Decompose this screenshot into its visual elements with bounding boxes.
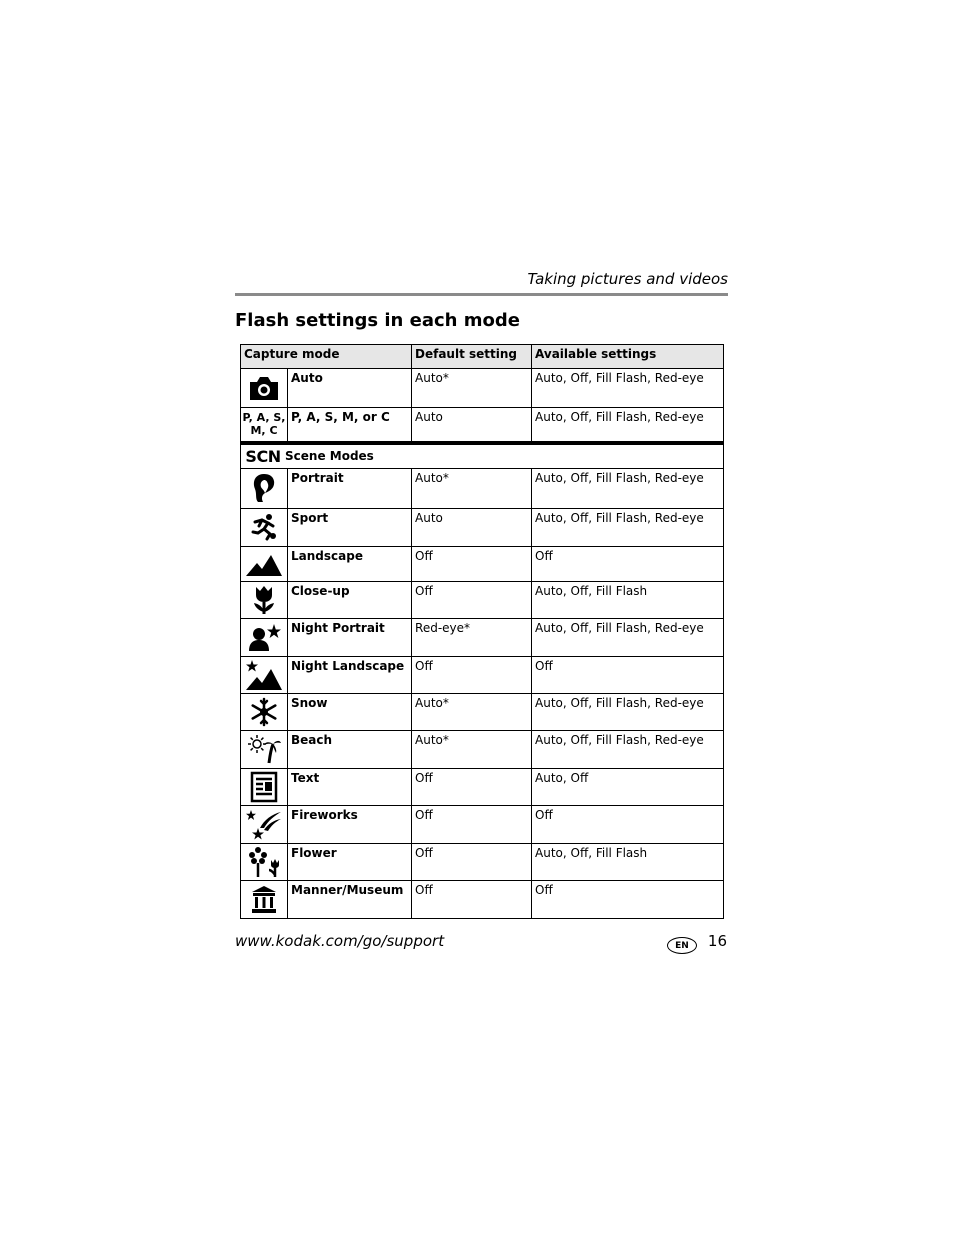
text-icon xyxy=(241,768,288,805)
table-row xyxy=(241,730,724,768)
default-setting: Off xyxy=(412,805,532,843)
table-row xyxy=(241,618,724,656)
scene-modes-label: Scene Modes xyxy=(285,449,374,463)
table-row xyxy=(241,468,724,508)
default-setting: Auto xyxy=(412,508,532,546)
snow-icon xyxy=(241,693,288,730)
default-setting: Auto xyxy=(412,408,532,443)
mode-name: Night Portrait xyxy=(288,618,412,656)
mode-name: Sport xyxy=(288,508,412,546)
default-setting: Auto* xyxy=(412,369,532,408)
default-setting: Auto* xyxy=(412,730,532,768)
scene-modes-header-row xyxy=(241,443,724,469)
page-title: Flash settings in each mode xyxy=(235,310,520,331)
default-setting: Off xyxy=(412,768,532,805)
flower-icon xyxy=(241,843,288,880)
available-settings: Auto, Off, Fill Flash, Red-eye xyxy=(532,408,724,443)
available-settings: Auto, Off, Fill Flash, Red-eye xyxy=(532,369,724,408)
section-header: Taking pictures and videos xyxy=(527,270,728,288)
available-settings: Auto, Off, Fill Flash, Red-eye xyxy=(532,693,724,730)
mode-name: Manner/Museum xyxy=(288,880,412,918)
default-setting: Auto* xyxy=(412,693,532,730)
mode-name: Text xyxy=(288,768,412,805)
available-settings: Off xyxy=(532,880,724,918)
pasm-label: P, A, S, M, C xyxy=(241,408,288,443)
header-rule xyxy=(235,293,728,296)
available-settings: Auto, Off, Fill Flash, Red-eye xyxy=(532,618,724,656)
default-setting: Red-eye* xyxy=(412,618,532,656)
portrait-icon xyxy=(241,468,288,508)
available-settings: Off xyxy=(532,805,724,843)
available-settings: Off xyxy=(532,546,724,581)
available-settings: Auto, Off, Fill Flash, Red-eye xyxy=(532,508,724,546)
column-header-default-setting: Default setting xyxy=(412,345,532,369)
available-settings: Auto, Off, Fill Flash xyxy=(532,843,724,880)
mode-name: Night Landscape xyxy=(288,656,412,693)
mode-name: Fireworks xyxy=(288,805,412,843)
table-header-row xyxy=(241,345,724,369)
mode-name: P, A, S, M, or C xyxy=(288,408,412,443)
available-settings: Auto, Off, Fill Flash, Red-eye xyxy=(532,468,724,508)
mode-name: Close-up xyxy=(288,581,412,618)
language-badge: EN xyxy=(667,937,697,954)
default-setting: Off xyxy=(412,656,532,693)
table-row xyxy=(241,843,724,880)
table-row xyxy=(241,508,724,546)
scn-icon: SCN xyxy=(245,446,281,466)
table-row xyxy=(241,768,724,805)
table-row xyxy=(241,369,724,408)
night-portrait-icon xyxy=(241,618,288,656)
table-row xyxy=(241,581,724,618)
default-setting: Off xyxy=(412,546,532,581)
museum-icon xyxy=(241,880,288,918)
available-settings: Auto, Off, Fill Flash xyxy=(532,581,724,618)
mode-name: Auto xyxy=(288,369,412,408)
sport-icon xyxy=(241,508,288,546)
flash-settings-table xyxy=(240,344,724,919)
available-settings: Off xyxy=(532,656,724,693)
close-up-icon xyxy=(241,581,288,618)
table-row xyxy=(241,805,724,843)
column-header-available-settings: Available settings xyxy=(532,345,724,369)
default-setting: Auto* xyxy=(412,468,532,508)
mode-name: Beach xyxy=(288,730,412,768)
table-row xyxy=(241,408,724,443)
mode-name: Portrait xyxy=(288,468,412,508)
page-number: 16 xyxy=(707,932,727,950)
beach-icon xyxy=(241,730,288,768)
fireworks-icon xyxy=(241,805,288,843)
default-setting: Off xyxy=(412,843,532,880)
support-url: www.kodak.com/go/support xyxy=(235,932,445,950)
table-row xyxy=(241,880,724,918)
night-landscape-icon xyxy=(241,656,288,693)
camera-icon xyxy=(241,369,288,408)
mode-name: Snow xyxy=(288,693,412,730)
available-settings: Auto, Off, Fill Flash, Red-eye xyxy=(532,730,724,768)
table-row xyxy=(241,656,724,693)
default-setting: Off xyxy=(412,880,532,918)
default-setting: Off xyxy=(412,581,532,618)
landscape-icon xyxy=(241,546,288,581)
column-header-capture-mode: Capture mode xyxy=(241,345,412,369)
mode-name: Landscape xyxy=(288,546,412,581)
available-settings: Auto, Off xyxy=(532,768,724,805)
table-row xyxy=(241,693,724,730)
mode-name: Flower xyxy=(288,843,412,880)
scene-modes-header xyxy=(241,443,724,469)
table-row xyxy=(241,546,724,581)
